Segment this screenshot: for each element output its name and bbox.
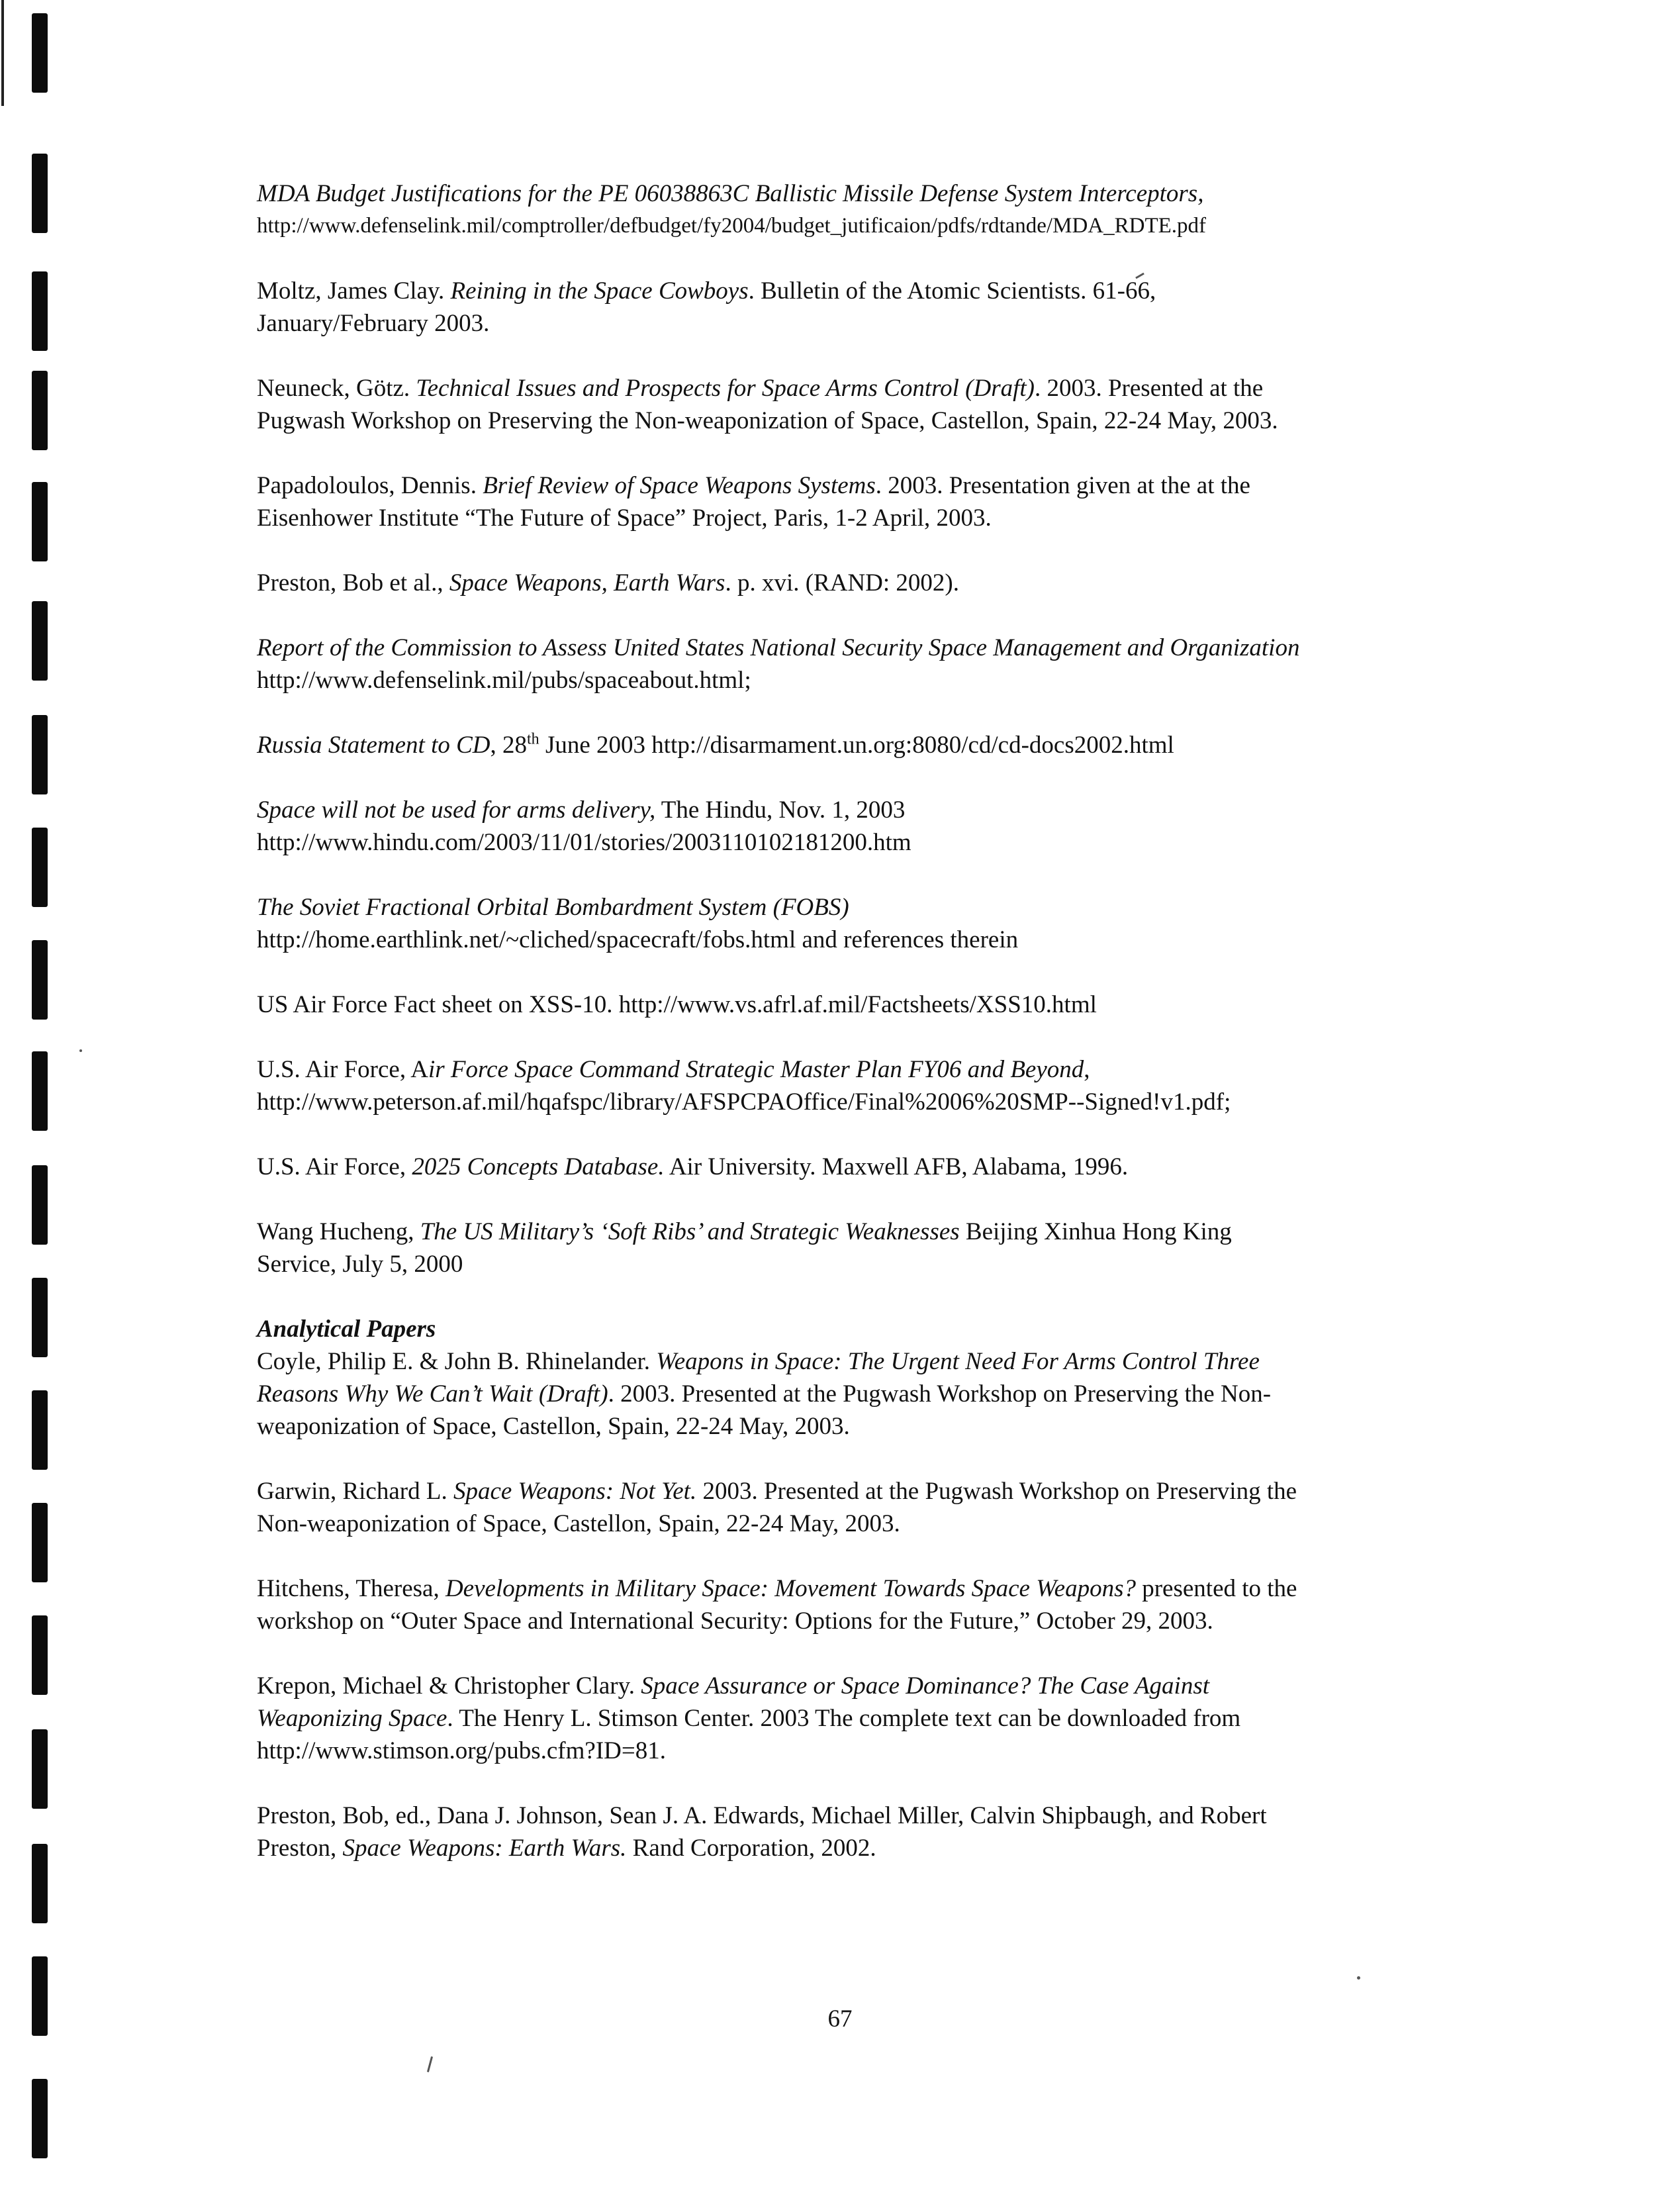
reference-title: Space Weapons: Not Yet. — [453, 1478, 697, 1505]
binder-hole-mark — [32, 601, 48, 681]
reference-title: Russia Statement to CD — [257, 732, 490, 759]
reference-title-cont: Weaponizing Space — [257, 1705, 447, 1732]
reference-author: Coyle, Philip E. & John B. Rhinelander. — [257, 1348, 657, 1375]
reference-entry — [257, 1053, 1548, 1118]
reference-url: http://www.defenselink.mil/pubs/spaceabout.html; — [257, 667, 751, 694]
reference-author: Papadoloulos, Dennis. — [257, 472, 483, 499]
bibliography — [257, 177, 1548, 1897]
reference-entry — [257, 1670, 1548, 1767]
binder-hole-mark — [32, 2079, 48, 2158]
binder-hole-mark — [32, 1615, 48, 1695]
page-number: 67 — [827, 2005, 853, 2033]
reference-author: Neuneck, Götz. — [257, 375, 416, 402]
reference-author: Garwin, Richard L. — [257, 1478, 453, 1505]
reference-details-cont: January/February 2003. — [257, 310, 490, 337]
reference-url: http://www.peterson.af.mil/hqafspc/library/AFSPCPAOffice/Final%2006%20SMP--Signed!v1.pdf; — [257, 1088, 1231, 1116]
reference-details: . Bulletin of the Atomic Scientists. 61-66, — [748, 277, 1156, 305]
reference-entry — [257, 988, 1548, 1021]
binder-hole-mark — [32, 1729, 48, 1809]
reference-entry — [257, 1799, 1548, 1864]
binder-hole-mark — [32, 715, 48, 794]
reference-title: Space Weapons: Earth Wars. — [342, 1835, 627, 1862]
reference-author-cont: Preston, — [257, 1835, 343, 1862]
reference-title: The Soviet Fractional Orbital Bombardment System (FOBS) — [257, 894, 849, 921]
reference-details-cont: Service, July 5, 2000 — [257, 1251, 463, 1278]
reference-entry — [257, 567, 1548, 599]
reference-details: . 2003. Presentation given at the at the — [875, 472, 1250, 499]
reference-entry — [257, 794, 1548, 859]
reference-title: The US Military’s ‘Soft Ribs’ and Strategic Weaknesses — [420, 1218, 960, 1245]
reference-entry — [257, 177, 1548, 242]
reference-url: June 2003 http://disarmament.un.org:8080/cd/cd-docs2002.html — [539, 732, 1174, 759]
reference-author: Wang Hucheng, — [257, 1218, 420, 1245]
reference-details: . 2003. Presented at the — [1034, 375, 1264, 402]
reference-title-cont: Reasons Why We Can’t Wait (Draft) — [257, 1380, 608, 1408]
reference-title: MDA Budget Justifications for the PE 06038863C Ballistic Missile Defense System Interceptors, — [257, 180, 1204, 207]
reference-title: Space Weapons, Earth Wars — [449, 569, 725, 597]
reference-entry — [257, 632, 1548, 696]
scan-speck — [79, 1049, 82, 1052]
reference-entry — [257, 729, 1548, 761]
binder-hole-mark — [32, 1051, 48, 1131]
binder-hole-mark — [32, 1278, 48, 1357]
reference-details: presented to the — [1135, 1575, 1297, 1602]
binder-hole-mark — [32, 13, 48, 93]
reference-entry — [257, 1345, 1548, 1443]
binder-hole-mark — [32, 154, 48, 233]
reference-details: . 2003. Presented at the Pugwash Workshop on Preserving the Non- — [608, 1380, 1272, 1408]
reference-entry — [257, 275, 1548, 340]
reference-details-cont: Non-weaponization of Space, Castellon, Spain, 22-24 May, 2003. — [257, 1510, 900, 1537]
reference-author: Preston, Bob et al., — [257, 569, 449, 597]
scan-speck — [1357, 1976, 1360, 1980]
reference-details-cont: Eisenhower Institute “The Future of Space” Project, Paris, 1-2 April, 2003. — [257, 504, 992, 532]
scan-edge-line — [1, 0, 4, 106]
reference-entry — [257, 891, 1548, 956]
reference-author: Moltz, James Clay. — [257, 277, 451, 305]
reference-author: U.S. Air Force, A — [257, 1056, 428, 1083]
reference-details-cont: weaponization of Space, Castellon, Spain, 22-24 May, 2003. — [257, 1413, 850, 1440]
reference-punct: , — [1084, 1056, 1090, 1083]
binder-hole-mark — [32, 1165, 48, 1245]
reference-author: U.S. Air Force, — [257, 1153, 412, 1180]
reference-details: The Hindu, Nov. 1, 2003 — [655, 796, 906, 824]
reference-title: Brief Review of Space Weapons Systems — [483, 472, 876, 499]
reference-details: Rand Corporation, 2002. — [626, 1835, 876, 1862]
reference-author: Preston, Bob, ed., Dana J. Johnson, Sean J. A. Edwards, Michael Miller, Calvin Shipbaugh, and Robert — [257, 1802, 1267, 1829]
reference-title: Weapons in Space: The Urgent Need For Arms Control Three — [656, 1348, 1260, 1375]
binder-hole-mark — [32, 1503, 48, 1582]
reference-details: 2003. Presented at the Pugwash Workshop on Preserving the — [696, 1478, 1297, 1505]
reference-details: Air University. Maxwell AFB, Alabama, 1996. — [664, 1153, 1129, 1180]
reference-author: Hitchens, Theresa, — [257, 1575, 445, 1602]
reference-details: Beijing Xinhua Hong King — [959, 1218, 1232, 1245]
ordinal-suffix: th — [527, 730, 539, 748]
binder-hole-mark — [32, 1390, 48, 1470]
reference-title: Technical Issues and Prospects for Space Arms Control (Draft) — [416, 375, 1035, 402]
reference-title: Reining in the Space Cowboys — [450, 277, 749, 305]
reference-details: , 28 — [490, 732, 528, 759]
reference-author: Krepon, Michael & Christopher Clary. — [257, 1672, 641, 1700]
reference-title: Report of the Commission to Assess United States National Security Space Management and Organization — [257, 634, 1300, 661]
reference-url: http://www.hindu.com/2003/11/01/stories/2003110102181200.htm — [257, 829, 911, 856]
binder-hole-mark — [32, 271, 48, 351]
reference-entry — [257, 469, 1548, 534]
binder-hole-mark — [32, 371, 48, 450]
reference-title: Space will not be used for arms delivery, — [257, 796, 656, 824]
reference-details: . p. xvi. (RAND: 2002). — [725, 569, 959, 597]
reference-text: US Air Force Fact sheet on XSS-10. http://www.vs.afrl.af.mil/Factsheets/XSS10.html — [257, 991, 1097, 1018]
reference-entry — [257, 1216, 1548, 1280]
reference-entry — [257, 1475, 1548, 1540]
reference-details: . The Henry L. Stimson Center. 2003 The complete text can be downloaded from — [447, 1705, 1241, 1732]
reference-title: Space Assurance or Space Dominance? The Case Against — [641, 1672, 1210, 1700]
reference-entry — [257, 1572, 1548, 1637]
reference-title: ir Force Space Command Strategic Master Plan FY06 and Beyond — [428, 1056, 1084, 1083]
binder-hole-mark — [32, 940, 48, 1020]
binder-hole-mark — [32, 482, 48, 561]
scan-speck — [427, 2056, 433, 2072]
reference-url: http://www.stimson.org/pubs.cfm?ID=81. — [257, 1737, 666, 1764]
reference-title: 2025 Concepts Database. — [412, 1153, 665, 1180]
reference-entry — [257, 1151, 1548, 1183]
section-heading: Analytical Papers — [257, 1316, 436, 1343]
reference-details-cont: Pugwash Workshop on Preserving the Non-weaponization of Space, Castellon, Spain, 22-24 May, 2003. — [257, 407, 1278, 434]
binder-hole-mark — [32, 828, 48, 907]
binder-hole-mark — [32, 1844, 48, 1923]
reference-details-cont: workshop on “Outer Space and International Security: Options for the Future,” October 29, 2003. — [257, 1607, 1213, 1635]
reference-url: http://home.earthlink.net/~cliched/spacecraft/fobs.html and references therein — [257, 926, 1019, 953]
reference-url: http://www.defenselink.mil/comptroller/defbudget/fy2004/budget_jutificaion/pdfs/rdtande/MDA_RDTE.pdf — [257, 214, 1207, 238]
reference-entry — [257, 372, 1548, 437]
reference-title: Developments in Military Space: Movement Towards Space Weapons? — [445, 1575, 1136, 1602]
